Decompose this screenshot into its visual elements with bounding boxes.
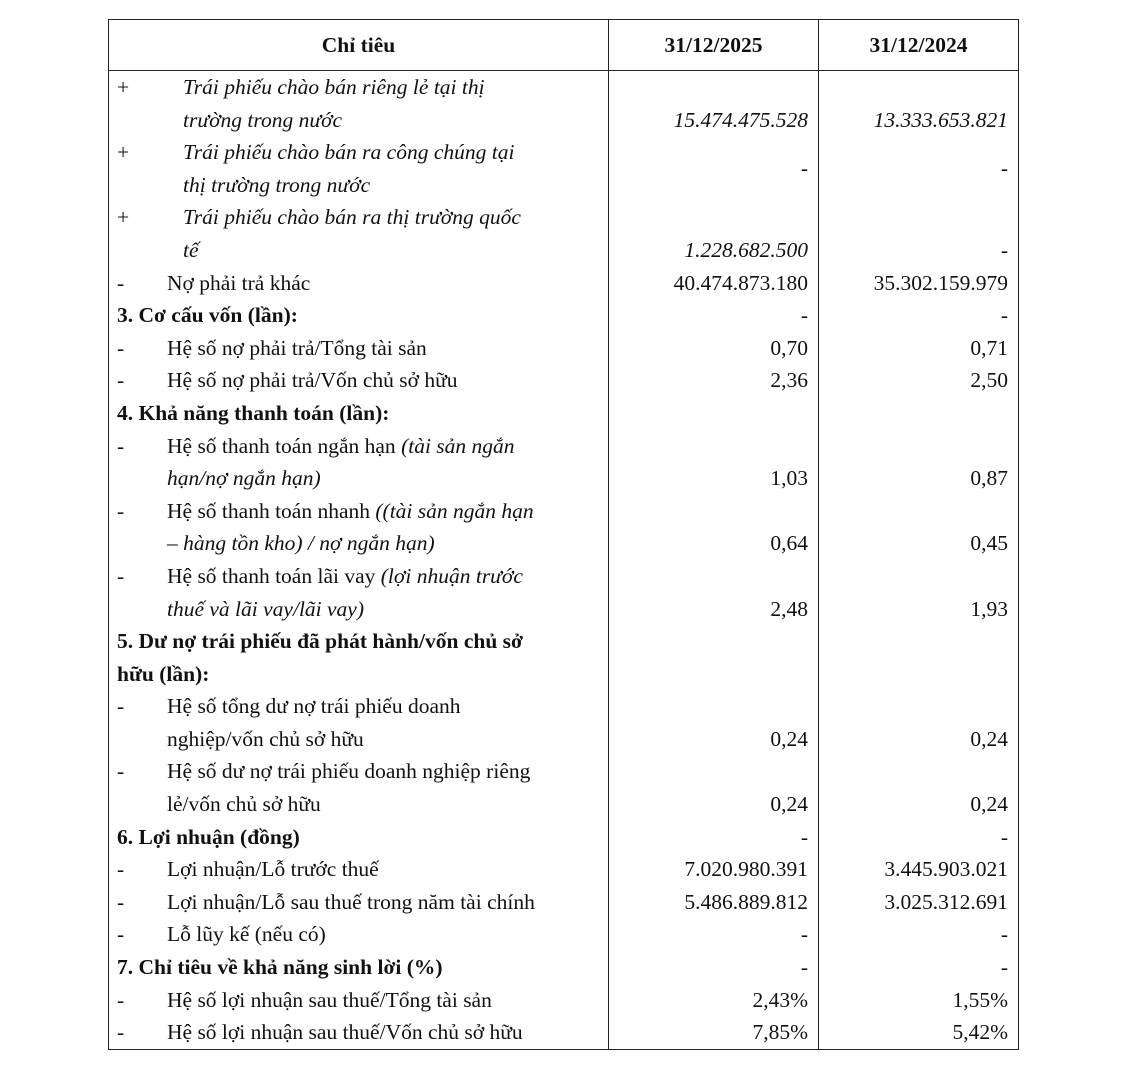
table-row [109, 71, 1019, 137]
row-text: Lỗ lũy kế (nếu có) [167, 922, 326, 947]
value-2024: - [819, 299, 1019, 332]
table-header [109, 20, 1019, 71]
row-text-line: trường trong nước [183, 107, 343, 132]
row-label [109, 690, 609, 755]
value-2025: 1,03 [609, 430, 819, 495]
value-2024: 0,87 [819, 430, 1019, 495]
row-text: Lợi nhuận/Lỗ sau thuế trong năm tài chính [167, 889, 535, 914]
value-2024: 3.445.903.021 [819, 853, 1019, 886]
row-text: Hệ số lợi nhuận sau thuế/Vốn chủ sở hữu [167, 1020, 523, 1045]
section-row [109, 821, 1019, 854]
row-label [109, 853, 609, 886]
row-text-line: thị trường trong nước [183, 172, 371, 197]
header-indicator: Chỉ tiêu [109, 20, 609, 71]
row-label [109, 364, 609, 397]
table-row [109, 267, 1019, 300]
value-2025: - [609, 951, 819, 984]
table-row [109, 918, 1019, 951]
value-2025 [609, 397, 819, 430]
value-2024: 2,50 [819, 364, 1019, 397]
row-label [109, 918, 609, 951]
value-2024: - [819, 951, 1019, 984]
row-marker: - [117, 889, 125, 914]
row-label [109, 430, 609, 495]
value-2024 [819, 625, 1019, 690]
table-row [109, 560, 1019, 625]
row-text: Lợi nhuận/Lỗ trước thuế [167, 857, 379, 882]
value-2025: 0,64 [609, 495, 819, 560]
row-label [109, 886, 609, 919]
table-row [109, 201, 1019, 266]
section-title-line: hữu (lần): [117, 661, 210, 686]
section-title-line: 5. Dư nợ trái phiếu đã phát hành/vốn chủ sở [117, 629, 523, 654]
section-title: 6. Lợi nhuận (đồng) [109, 821, 609, 854]
section-title [109, 625, 609, 690]
value-2025: 2,43% [609, 984, 819, 1017]
row-marker: + [117, 140, 130, 165]
header-period-2025: 31/12/2025 [609, 20, 819, 71]
value-2025: 5.486.889.812 [609, 886, 819, 919]
value-2025: - [609, 299, 819, 332]
row-marker: - [117, 987, 125, 1012]
section-row [109, 625, 1019, 690]
row-text-line: Trái phiếu chào bán riêng lẻ tại thị [183, 75, 485, 99]
row-label [109, 332, 609, 365]
row-text-line: lẻ/vốn chủ sở hữu [167, 792, 321, 817]
value-2025: 2,36 [609, 364, 819, 397]
section-title: 3. Cơ cấu vốn (lần): [109, 299, 609, 332]
row-marker: - [117, 433, 125, 458]
table-row [109, 755, 1019, 820]
value-2025 [609, 625, 819, 690]
row-marker: - [117, 922, 125, 947]
row-label [109, 201, 609, 266]
row-label [109, 136, 609, 201]
row-marker: - [117, 694, 125, 719]
row-label [109, 71, 609, 137]
row-text-plain: Hệ số thanh toán nhanh [167, 498, 376, 523]
row-text-note: – hàng tồn kho) / nợ ngắn hạn) [167, 531, 435, 556]
row-text-line: Hệ số dư nợ trái phiếu doanh nghiệp riêng [167, 759, 531, 784]
row-text: Hệ số nợ phải trả/Tổng tài sản [167, 335, 427, 360]
financial-indicators-table-page [108, 19, 1018, 1059]
section-title: 4. Khả năng thanh toán (lần): [109, 397, 609, 430]
value-2025: 0,70 [609, 332, 819, 365]
row-label [109, 1016, 609, 1049]
table-body [109, 71, 1019, 1050]
section-title: 7. Chỉ tiêu về khả năng sinh lời (%) [109, 951, 609, 984]
row-text-line: Hệ số tổng dư nợ trái phiếu doanh [167, 694, 461, 719]
row-marker: + [117, 205, 130, 230]
value-2025: 40.474.873.180 [609, 267, 819, 300]
value-2025: 0,24 [609, 690, 819, 755]
row-marker: - [117, 759, 125, 784]
row-marker: + [117, 75, 130, 99]
value-2024: - [819, 136, 1019, 201]
value-2024: 1,55% [819, 984, 1019, 1017]
value-2025: - [609, 918, 819, 951]
row-text: Hệ số lợi nhuận sau thuế/Tổng tài sản [167, 987, 492, 1012]
value-2024: - [819, 201, 1019, 266]
table-row [109, 364, 1019, 397]
row-text-note: (tài sản ngắn [401, 433, 515, 458]
financial-indicators-table [108, 19, 1019, 1050]
row-text-note: thuế và lãi vay/lãi vay) [167, 596, 365, 621]
value-2025: 2,48 [609, 560, 819, 625]
row-text-note: hạn/nợ ngắn hạn) [167, 466, 321, 491]
table-row [109, 690, 1019, 755]
table-row [109, 430, 1019, 495]
value-2024: 3.025.312.691 [819, 886, 1019, 919]
row-label [109, 755, 609, 820]
table-row [109, 136, 1019, 201]
table-row [109, 984, 1019, 1017]
row-marker: - [117, 857, 125, 882]
row-marker: - [117, 563, 125, 588]
row-text-plain: Hệ số thanh toán ngắn hạn [167, 433, 402, 458]
row-label [109, 495, 609, 560]
value-2024 [819, 397, 1019, 430]
row-text-note: (lợi nhuận trước [380, 563, 523, 588]
table-row [109, 495, 1019, 560]
value-2024: 5,42% [819, 1016, 1019, 1049]
row-text-line: Trái phiếu chào bán ra công chúng tại [183, 140, 515, 165]
row-text-line: nghiệp/vốn chủ sở hữu [167, 726, 364, 751]
section-row [109, 951, 1019, 984]
table-row [109, 1016, 1019, 1049]
row-text-note: ((tài sản ngắn hạn [375, 498, 534, 523]
value-2024: 1,93 [819, 560, 1019, 625]
value-2024: 0,24 [819, 755, 1019, 820]
row-text: Nợ phải trả khác [167, 270, 311, 295]
row-text-line: Trái phiếu chào bán ra thị trường quốc [183, 205, 521, 230]
table-row [109, 332, 1019, 365]
value-2024: 0,24 [819, 690, 1019, 755]
row-marker: - [117, 270, 125, 295]
table-row [109, 853, 1019, 886]
header-period-2024: 31/12/2024 [819, 20, 1019, 71]
row-text-plain: Hệ số thanh toán lãi vay [167, 563, 381, 588]
value-2025: - [609, 136, 819, 201]
table-row [109, 886, 1019, 919]
row-marker: - [117, 368, 125, 393]
value-2024: - [819, 821, 1019, 854]
value-2025: 15.474.475.528 [609, 71, 819, 137]
value-2024: 0,71 [819, 332, 1019, 365]
value-2024: - [819, 918, 1019, 951]
row-text-line: tế [183, 237, 199, 262]
row-marker: - [117, 1020, 125, 1045]
value-2025: - [609, 821, 819, 854]
header-row [109, 20, 1019, 71]
row-marker: - [117, 335, 125, 360]
row-label [109, 984, 609, 1017]
row-label [109, 267, 609, 300]
value-2024: 0,45 [819, 495, 1019, 560]
section-row [109, 299, 1019, 332]
value-2024: 35.302.159.979 [819, 267, 1019, 300]
value-2025: 7,85% [609, 1016, 819, 1049]
value-2025: 7.020.980.391 [609, 853, 819, 886]
value-2024: 13.333.653.821 [819, 71, 1019, 137]
row-marker: - [117, 498, 125, 523]
value-2025: 1.228.682.500 [609, 201, 819, 266]
row-text: Hệ số nợ phải trả/Vốn chủ sở hữu [167, 368, 458, 393]
section-row [109, 397, 1019, 430]
row-label [109, 560, 609, 625]
value-2025: 0,24 [609, 755, 819, 820]
